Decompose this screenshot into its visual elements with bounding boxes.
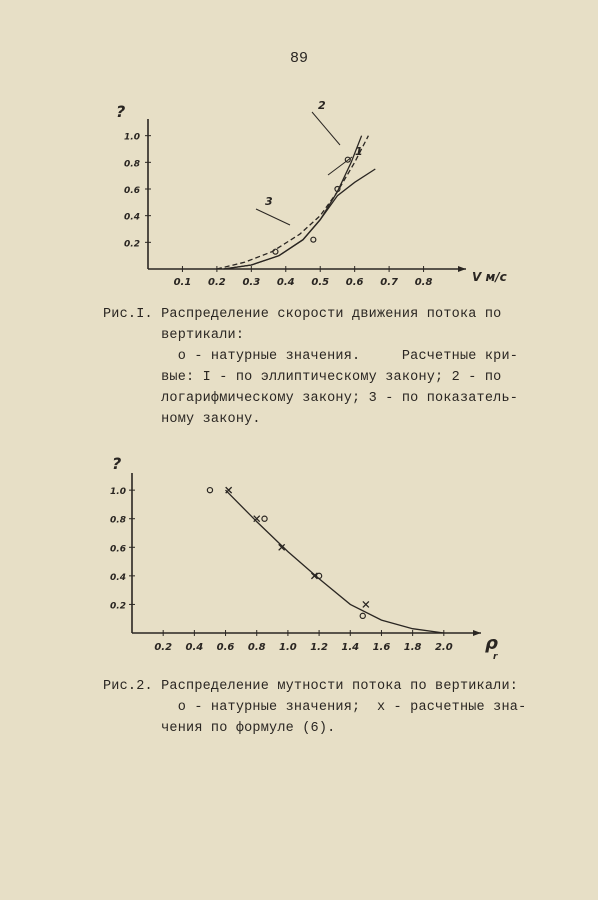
observed-point: [311, 237, 316, 242]
figure-2-caption-line: чения по формуле (6).: [103, 721, 336, 736]
y-axis-label: ?: [116, 102, 126, 121]
y-tick-label: 0.6: [124, 186, 140, 196]
observed-point: [273, 249, 278, 254]
y-tick-label: 0.2: [124, 239, 140, 250]
y-axis-label: ?: [112, 455, 122, 473]
x-tick-label: 0.2: [154, 642, 173, 653]
observed-point: [207, 488, 212, 493]
x-tick-label: 0.1: [173, 277, 192, 288]
x-tick-label: 0.5: [311, 277, 330, 288]
figure-1-caption-line: Рис.I. Распределение скорости движения потока по: [103, 307, 502, 322]
y-tick-label: 0.8: [124, 159, 140, 170]
figure-1-caption-line: логарифмическому закону; 3 - по показатель-: [103, 391, 519, 406]
figure-1-caption-line: вертикали:: [103, 328, 245, 343]
figure-1-caption-line: о - натурные значения. Расчетные кри-: [103, 349, 519, 364]
curve-label: 3: [265, 195, 273, 208]
x-tick-label: 0.7: [380, 277, 398, 288]
curve-label-leader: [256, 209, 290, 225]
y-tick-label: 0.4: [124, 212, 140, 223]
curve-label: 2: [318, 99, 326, 112]
x-tick-label: 0.6: [345, 277, 364, 288]
x-axis-label: ρ: [485, 633, 498, 654]
x-axis-arrow: [473, 630, 481, 636]
figure-1-caption-line: вые: I - по эллиптическому закону; 2 - по: [103, 370, 502, 385]
page-number: 89: [289, 50, 308, 67]
x-tick-label: 1.2: [310, 642, 328, 653]
x-tick-label: 0.4: [185, 642, 204, 653]
x-tick-label: 0.8: [247, 642, 266, 653]
curve-label-leader: [312, 112, 340, 145]
figure-2-chart: [0, 455, 598, 685]
y-tick-label: 1.0: [124, 132, 140, 143]
x-tick-label: 1.4: [341, 642, 360, 653]
observed-point: [360, 613, 365, 618]
x-tick-label: 1.8: [403, 642, 422, 653]
observed-point: [262, 516, 267, 521]
y-tick-label: 0.6: [110, 544, 126, 555]
figure-2-caption-line: о - натурные значения; x - расчетные зна-: [103, 700, 527, 715]
y-tick-label: 1.0: [110, 487, 126, 498]
calculated-point: [363, 601, 369, 607]
x-axis-arrow: [458, 266, 466, 272]
x-axis-subscript: r: [493, 652, 498, 662]
series-line: [226, 490, 444, 633]
x-tick-label: 1.0: [279, 642, 297, 653]
series-1-line: [224, 169, 375, 269]
figure-2-caption: [103, 676, 526, 739]
x-tick-label: 0.6: [216, 642, 235, 653]
series-3-line: [217, 136, 369, 269]
figure-2-caption-line: Рис.2. Распределение мутности потока по вертикали:: [103, 679, 519, 694]
x-tick-label: 0.8: [414, 277, 433, 288]
x-axis-label: V м/с: [472, 270, 507, 284]
curve-label: 1: [355, 145, 363, 158]
y-tick-label: 0.4: [110, 572, 126, 583]
y-tick-label: 0.8: [110, 515, 126, 526]
x-tick-label: 1.6: [372, 642, 391, 653]
calculated-point: [226, 487, 232, 493]
x-tick-label: 0.4: [276, 277, 295, 288]
figure-1-caption: [103, 304, 518, 430]
observed-point: [316, 573, 321, 578]
x-tick-label: 2.0: [434, 642, 453, 653]
series-2-line: [224, 136, 362, 269]
x-tick-label: 0.2: [208, 277, 226, 288]
y-tick-label: 0.2: [110, 601, 126, 612]
x-tick-label: 0.3: [242, 277, 261, 288]
figure-1-caption-line: ному закону.: [103, 412, 261, 427]
